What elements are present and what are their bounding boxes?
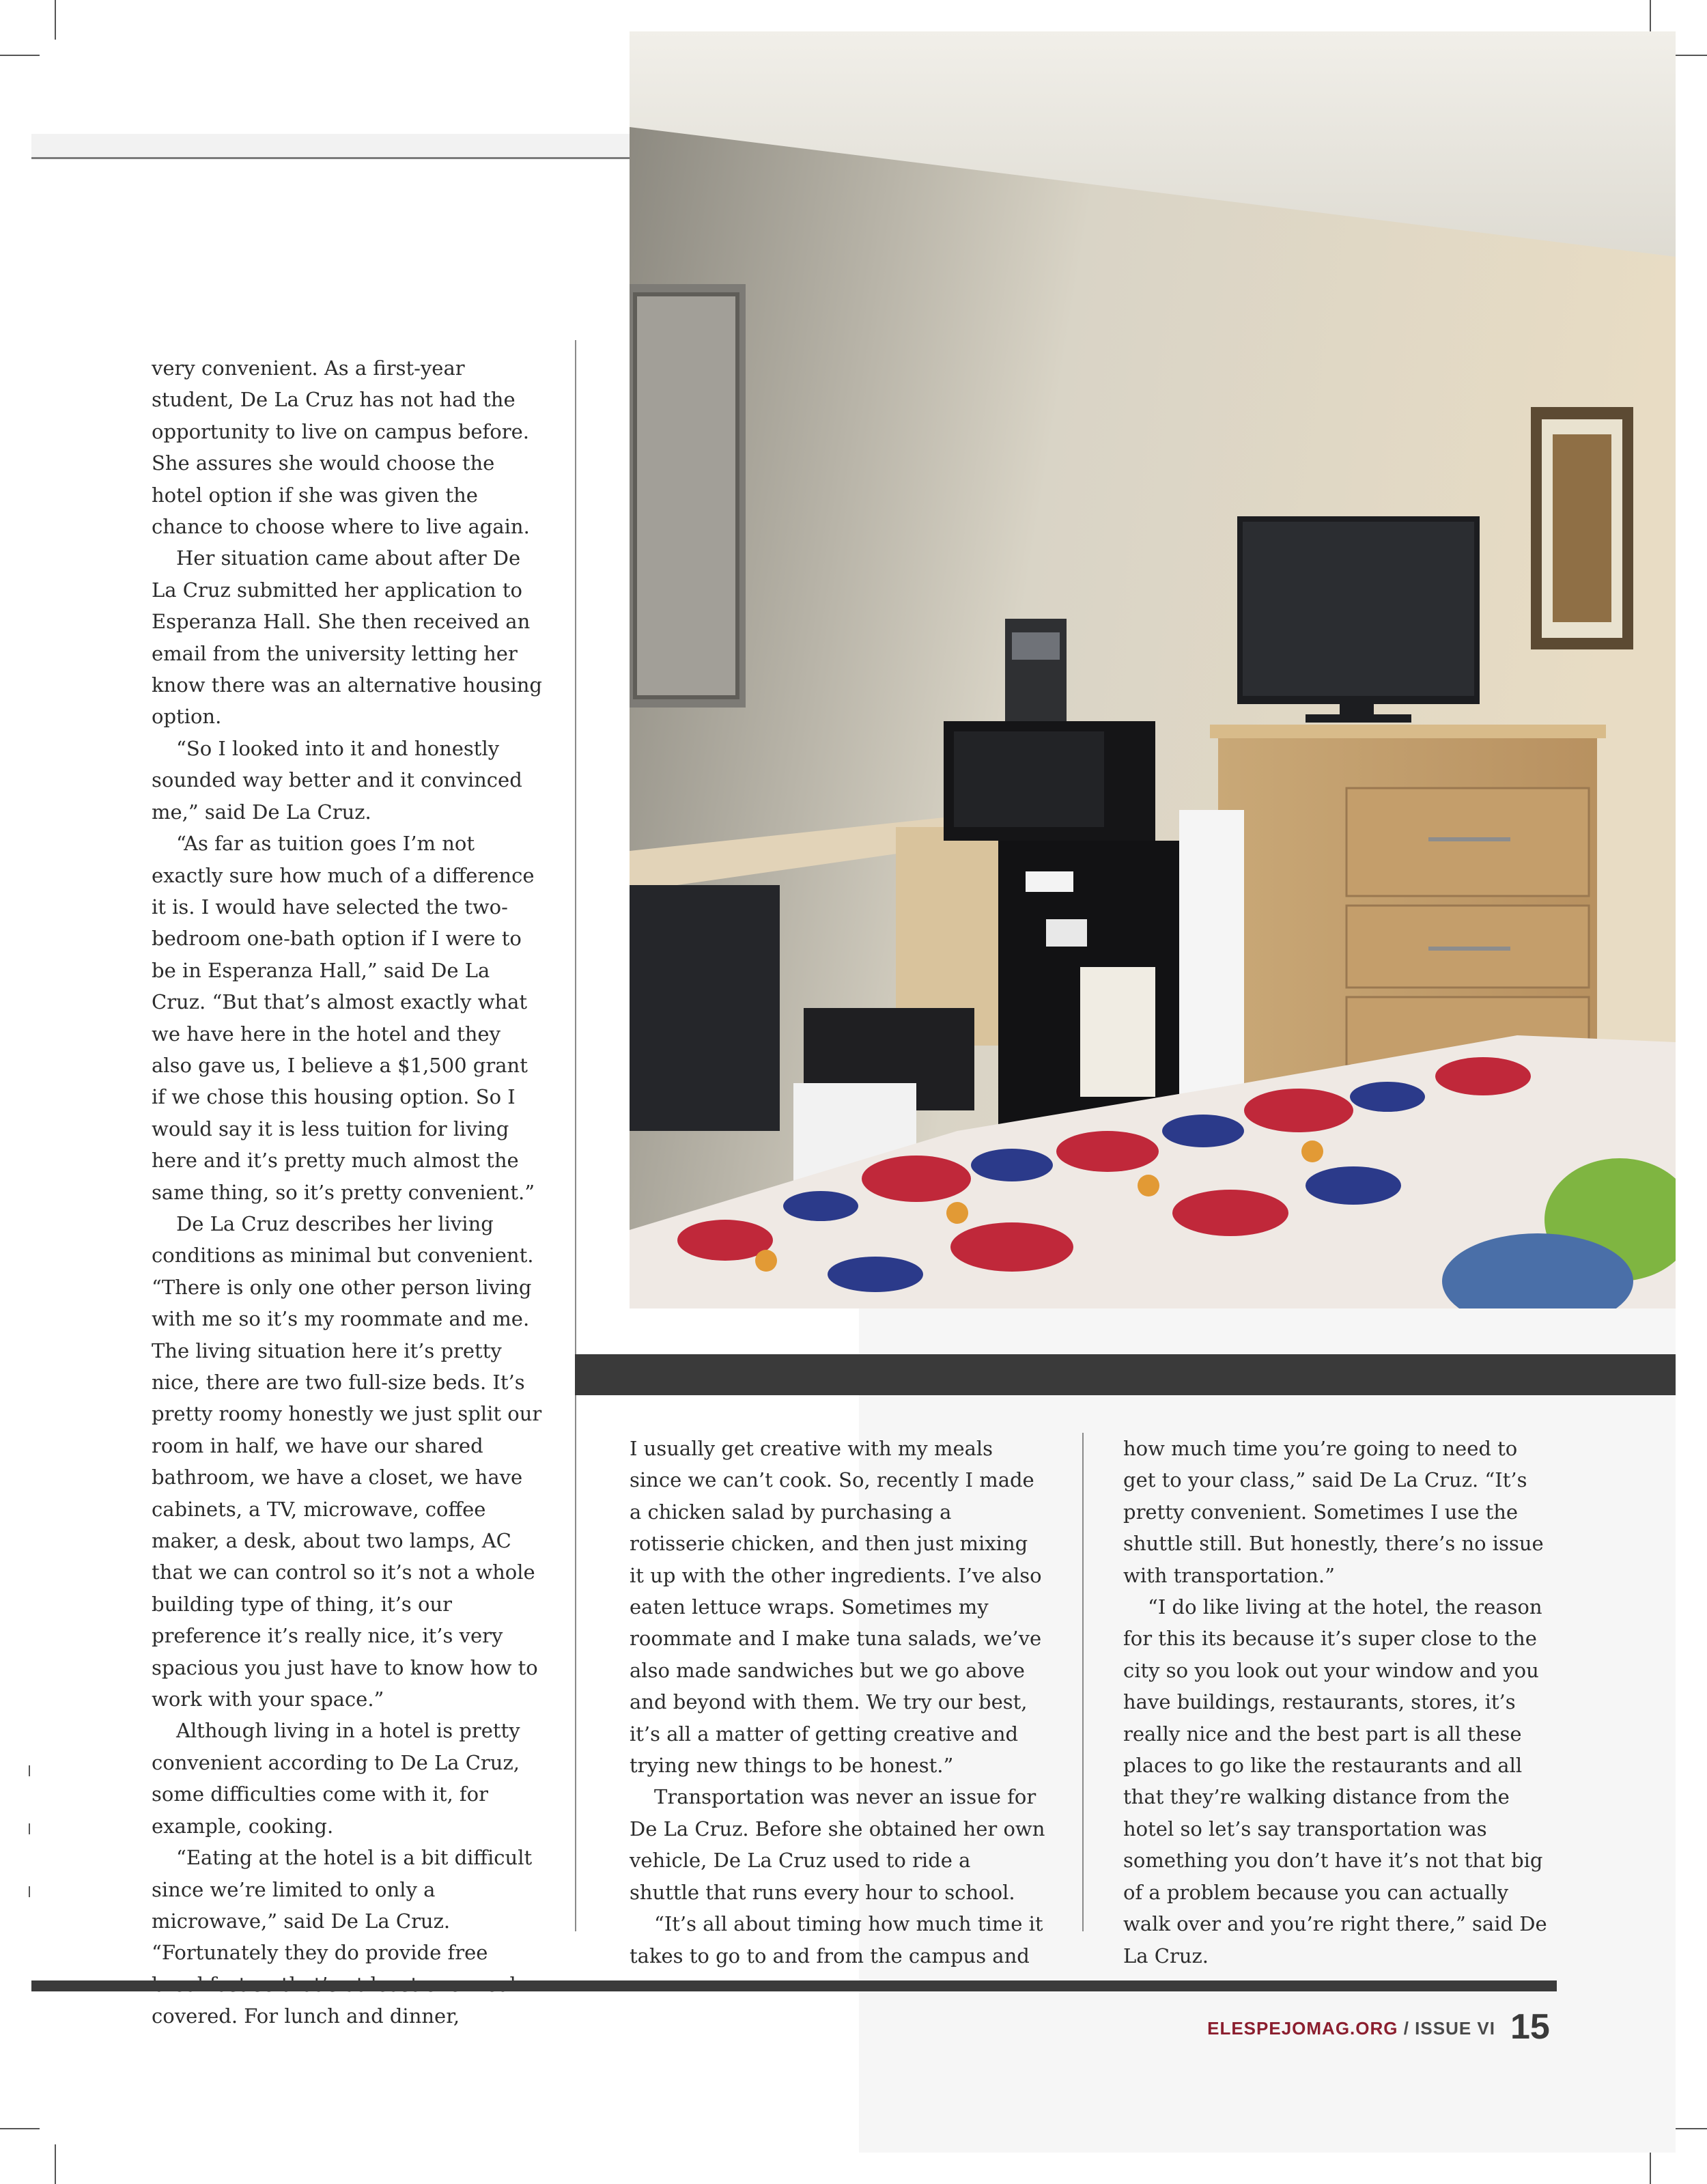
crop-mark: [29, 1765, 30, 1776]
paragraph: Transportation was never an issue for De La Cruz. Before she obtained her own vehicle, De La Cruz used to ride a shuttle that runs every hour to school.: [630, 1785, 1045, 1904]
paragraph: “It’s all about timing how much time it takes to go to and from the campus and: [630, 1912, 1043, 1968]
hotel-room-photo: [630, 31, 1676, 1308]
page-number: 15: [1510, 2007, 1550, 2047]
caption-bar: [575, 1354, 1676, 1395]
paragraph: very convenient. As a first-year student, De La Cruz has not had the opportunity to live on campus before. She assures she would choose the hotel option if she was given the chance to choose where to live again.: [152, 356, 530, 539]
footer-issue: ISSUE VI: [1415, 2018, 1495, 2039]
footer-separator: /: [1398, 2018, 1415, 2039]
paragraph: Although living in a hotel is pretty convenient according to De La Cruz, some difficulties come with it, for example, cooking.: [152, 1719, 520, 1838]
paragraph: “So I looked into it and honestly sounded way better and it convinced me,” said De La Cruz.: [152, 736, 522, 824]
header-band: [31, 134, 630, 159]
column-rule: [1082, 1433, 1084, 1931]
article-column-3: [1123, 1433, 1550, 1972]
paragraph: De La Cruz describes her living conditions as minimal but convenient. “There is only one other person living with me so it’s my roommate and me. The living situation here it’s pretty nice, there are two full-size beds. It’s pretty roomy honestly we just split our room in half, we have our shared bathroom, we have a closet, we have cabinets, a TV, microwave, coffee maker, a desk, about two lamps, AC that we can control so it’s not a whole building type of thing, it’s our preference it’s really nice, it’s very spacious you just have to know how to work with your space.”: [152, 1212, 542, 1711]
paragraph: how much time you’re going to need to get to your class,” said De La Cruz. “It’s pretty convenient. Sometimes I use the shuttle still. But honestly, there’s no issue with transportation.”: [1123, 1437, 1544, 1587]
article-column-1: [152, 352, 546, 2032]
paragraph: I usually get creative with my meals since we can’t cook. So, recently I made a chicken salad by purchasing a rotisserie chicken, and then just mixing it up with the other ingredients. I’ve also eaten lettuce wraps. Sometimes my roommate and I make tuna salads, we’ve also made sandwiches but we go above and beyond with them. We try our best, it’s all a matter of getting creative and trying new things to be honest.”: [630, 1437, 1042, 1778]
paragraph: “I do like living at the hotel, the reason for this its because it’s super close to the city so you look out your window and you have buildings, restaurants, stores, it’s really nice and the best part is all these places to go like the restaurants and all that they’re walking distance from the hotel so let’s say transportation was something you don’t have it’s not that big of a problem because you can actually walk over and you’re right there,” said De La Cruz.: [1123, 1595, 1547, 1968]
crop-mark: [0, 2128, 40, 2129]
footer-publication: [1174, 2018, 1495, 2039]
crop-mark: [29, 1823, 30, 1834]
paragraph: “As far as tuition goes I’m not exactly sure how much of a difference it is. I would have selected the two-bedroom one-bath option if I were to be in Esperanza Hall,” said De La Cruz. “But that’s almost exactly what we have here in the hotel and they also gave us, I believe a $1,500 grant if we chose this housing option. So I would say it is less tuition for living here and it’s pretty much almost the same thing, so it’s pretty convenient.”: [152, 832, 535, 1204]
paragraph: “Eating at the hotel is a bit difficult since we’re limited to only a microwave,” said De La Cruz. “Fortunately they do provide free covered. For lunch and dinner,: [152, 1846, 533, 2028]
crop-mark: [55, 2144, 56, 2184]
crop-mark: [0, 55, 40, 56]
article-column-2: [630, 1433, 1046, 1972]
column-rule: [575, 340, 576, 1931]
crop-mark: [55, 0, 56, 40]
crop-mark: [29, 1886, 30, 1897]
paragraph: Her situation came about after De La Cruz submitted her application to Esperanza Hall. She then received an email from the university letting her know there was an alternative housing option.: [152, 546, 542, 729]
footer-rule: [31, 1980, 1557, 1991]
footer-site: ELESPEJOMAG.ORG: [1207, 2018, 1398, 2039]
